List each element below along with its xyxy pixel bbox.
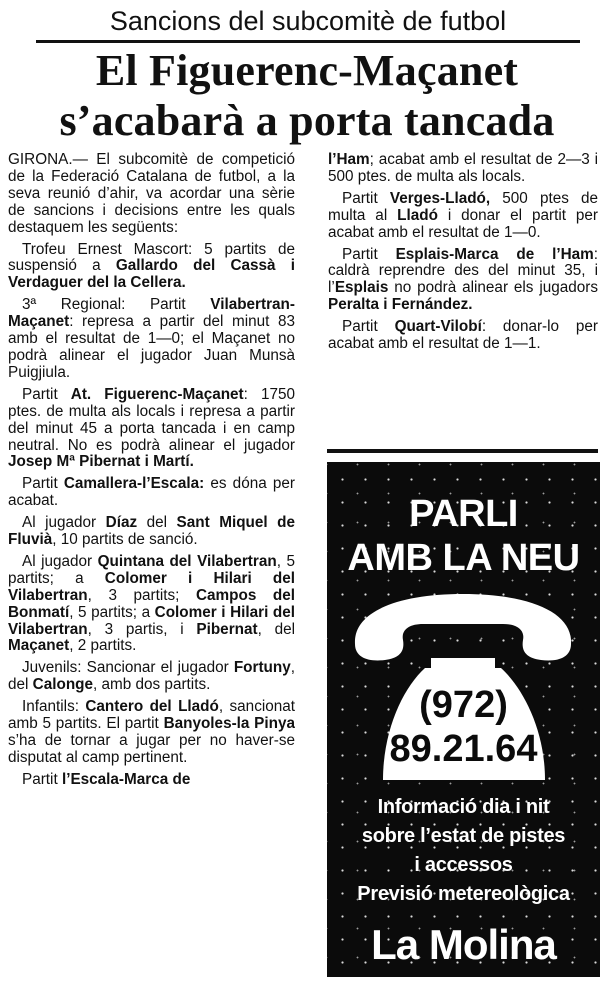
advert-title-line-2: AMB LA NEU <box>347 537 580 579</box>
advert-info-line-4: Previsió metereològica <box>357 883 570 905</box>
headline-line-2: s’acabarà a porta tancada <box>59 96 555 145</box>
paragraph-infantils: Infantils: Cantero del Lladó, sancionat amb 5 partits. El partit Banyoles-la Pinya s’ha de tornar a jugar per no haver-se disputat al camp pertinent. <box>8 698 295 766</box>
telephone-handset <box>355 594 571 660</box>
paragraph-regional: 3ª Regional: Partit Vilabertran-Maçanet: represa a partir del minut 83 amb el resultat de 1—0; el Maçanet no podrà alinear el jugador Juan Munsà Puigjiula. <box>8 296 295 381</box>
advert-info-line-2: sobre l’estat de pistes <box>361 825 566 847</box>
advert-logo: La Molina <box>371 921 556 968</box>
paragraph-figuerenc: Partit At. Figuerenc-Maçanet: 1750 ptes. de multa als locals i represa a partir del minut 45 a porta tancada i en camp neutral. No es podrà alinear el jugador Josep Mª Pibernat i Martí. <box>8 385 295 471</box>
advert-phone-area: (972) <box>419 684 508 726</box>
paragraph-trofeu: Trofeu Ernest Mascort: 5 partits de suspensió a Gallardo del Cassà i Verdaguer del la Cellera. <box>8 240 295 292</box>
kicker-heading: Sancions del subcomitè de futbol <box>36 2 580 43</box>
article-left-column <box>8 152 295 987</box>
headline-line-1: El Figuerenc-Maçanet <box>95 46 519 95</box>
paragraph-verges: Partit Verges-Lladó, 500 ptes de multa al Lladó i donar el partit per acabat amb el resultat de 1—0. <box>328 189 598 241</box>
advert-la-molina <box>327 462 600 977</box>
paragraph-esplais: Partit Esplais-Marca de l’Ham: caldrà reprendre des del minut 35, i l’Esplais no podrà alinear els jugadors Peralta i Fernández. <box>328 245 598 314</box>
advert-info-line-1: Informació dia i nit <box>377 796 550 818</box>
advert-title-line-1: PARLI <box>409 493 518 535</box>
advert-top-rule <box>327 449 598 453</box>
advert-phone-number: 89.21.64 <box>389 728 538 770</box>
paragraph-juvenils: Juvenils: Sancionar el jugador Fortuny, del Calonge, amb dos partits. <box>8 659 295 694</box>
paragraph-camallera: Partit Camallera-l’Escala: es dóna per acabat. <box>8 475 295 510</box>
paragraph-diaz: Al jugador Díaz del Sant Miquel de Fluvià, 10 partits de sanció. <box>8 514 295 549</box>
article-headline <box>8 46 606 146</box>
telephone-neck <box>431 658 495 674</box>
article-right-column <box>328 152 598 432</box>
paragraph-quintana: Al jugador Quintana del Vilabertran, 5 partits; a Colomer i Hilari del Vilabertran, 3 partits; Campos del Bonmatí, 5 partits; a Colomer i Hilari del Vilabertran, 3 partis, i Pibernat, del Maçanet, 2 partits. <box>8 552 295 655</box>
paragraph-escala: Partit l’Escala-Marca de <box>22 770 191 788</box>
paragraph-intro: GIRONA.— El subcomitè de competició de la Federació Catalana de futbol, a la seva reunió d’ahir, va acordar una sèrie de sancions i decisions entre les quals destaquem les següents: <box>8 152 295 236</box>
paragraph-quart: Partit Quart-Vilobí: donar-lo per acabat amb el resultat de 1—1. <box>328 318 598 353</box>
paragraph-escala-continued: l’Ham; acabat amb el resultat de 2—3 i 500 ptes. de multa als locals. <box>328 152 598 185</box>
advert-info-line-3: i accessos <box>414 854 513 876</box>
